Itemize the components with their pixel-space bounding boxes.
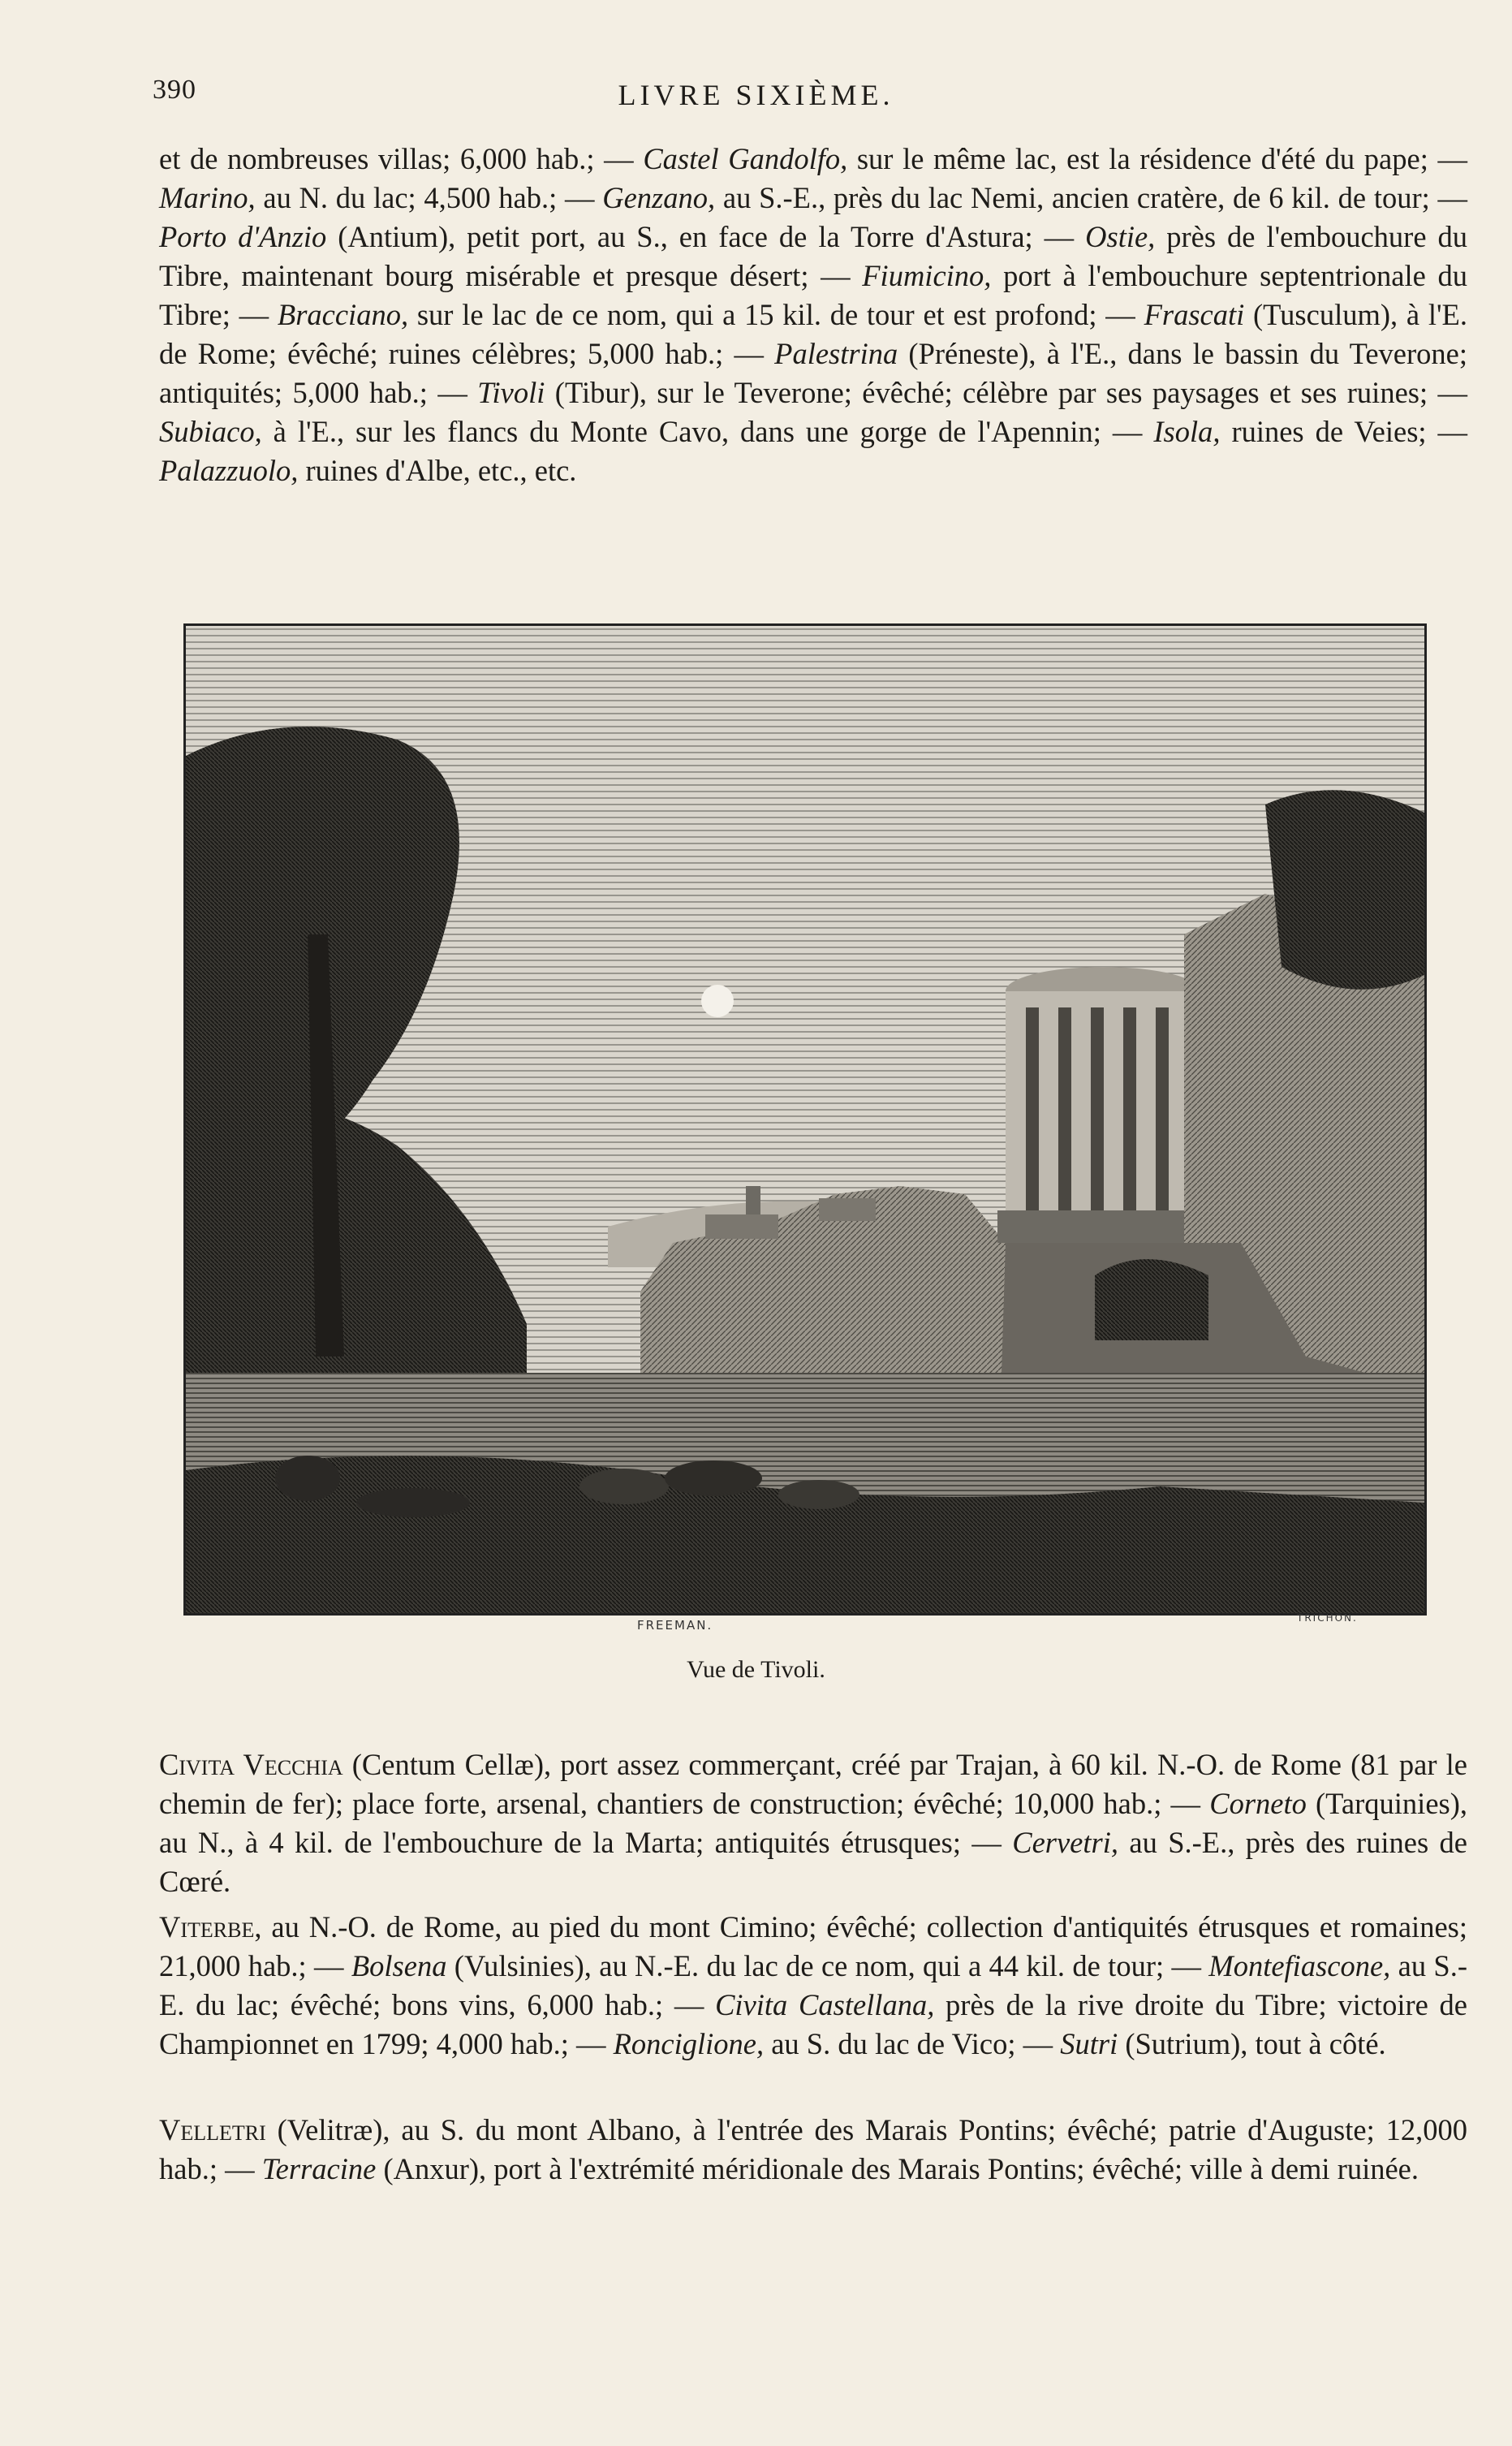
running-title: LIVRE SIXIÈME. — [618, 79, 894, 111]
viterbe-paragraph: Viterbe, au N.-O. de Rome, au pied du mont Cimino; évêché; collection d'antiquités étrusques et romaines; 21,000 hab.; — Bolsena (Vulsinies), au N.-E. du lac de ce nom, qui a 44 kil. de tour; — Montefiascone, au S.-E. du lac; évêché; bons vins, 6,000 hab.; — Civita Castellana, près de la rive droite du Tibre; victoire de Championnet en 1799; 4,000 hab.; — Ronciglione, au S. du lac de Vico; — Sutri (Sutrium), tout à côté. — [159, 1910, 1468, 2060]
engraver-credit-right: TRICHON. — [1297, 1612, 1358, 1624]
place-name-civita-vecchia: Civita Vecchia — [159, 1748, 343, 1781]
velletri-paragraph: Velletri (Velitræ), au S. du mont Albano, à l'entrée des Marais Pontins; évêché; patrie d'Auguste; 12,000 hab.; — Terracine (Anxur), port à l'extrémité méridionale des Marais Pontins; évêché; ville à demi ruinée. — [159, 2113, 1467, 2185]
page-number: 390 — [153, 75, 196, 105]
intro-paragraph: et de nombreuses villas; 6,000 hab.; — Castel Gandolfo, sur le même lac, est la résidence d'été du pape; — Marino, au N. du lac; 4,500 hab.; — Genzano, au S.-E., près du lac Nemi, ancien cratère, de 6 kil. de tour; — Porto d'Anzio (Antium), petit port, au S., en face de la Torre d'Astura; — Ostie, près de l'embouchure du Tibre, maintenant bourg misérable et presque désert; — Fiumicino, port à l'embouchure septentrionale du Tibre; — Bracciano, sur le lac de ce nom, qui a 15 kil. de tour et est profond; — Frascati (Tusculum), à l'E. de Rome; évêché; ruines célèbres; 5,000 hab.; — Palestrina (Préneste), à l'E., dans le bassin du Teverone; antiquités; 5,000 hab.; — Tivoli (Tibur), sur le Teverone; évêché; célèbre par ses paysages et ses ruines; — Subiaco, à l'E., sur les flancs du Monte Cavo, dans une gorge de l'Apennin; — Isola, ruines de Veies; — Palazzuolo, ruines d'Albe, etc., etc. — [159, 142, 1468, 487]
figure-caption: Vue de Tivoli. — [687, 1656, 825, 1683]
civita-vecchia-paragraph: Civita Vecchia (Centum Cellæ), port assez commerçant, créé par Trajan, à 60 kil. N.-O. de Rome (81 par le chemin de fer); place forte, arsenal, chantiers de construction; évêché; 10,000 hab.; — Corneto (Tarquinies), au N., à 4 kil. de l'embouchure de la Marta; antiquités étrusques; — Cervetri, au S.-E., près des ruines de Cœré. — [159, 1748, 1468, 1898]
place-name-velletri: Velletri — [159, 2113, 266, 2146]
engraver-credit-left: FREEMAN. — [637, 1618, 713, 1633]
place-name-viterbe: Viterbe, — [159, 1910, 262, 1943]
engraving-view-of-tivoli — [183, 623, 1427, 1616]
